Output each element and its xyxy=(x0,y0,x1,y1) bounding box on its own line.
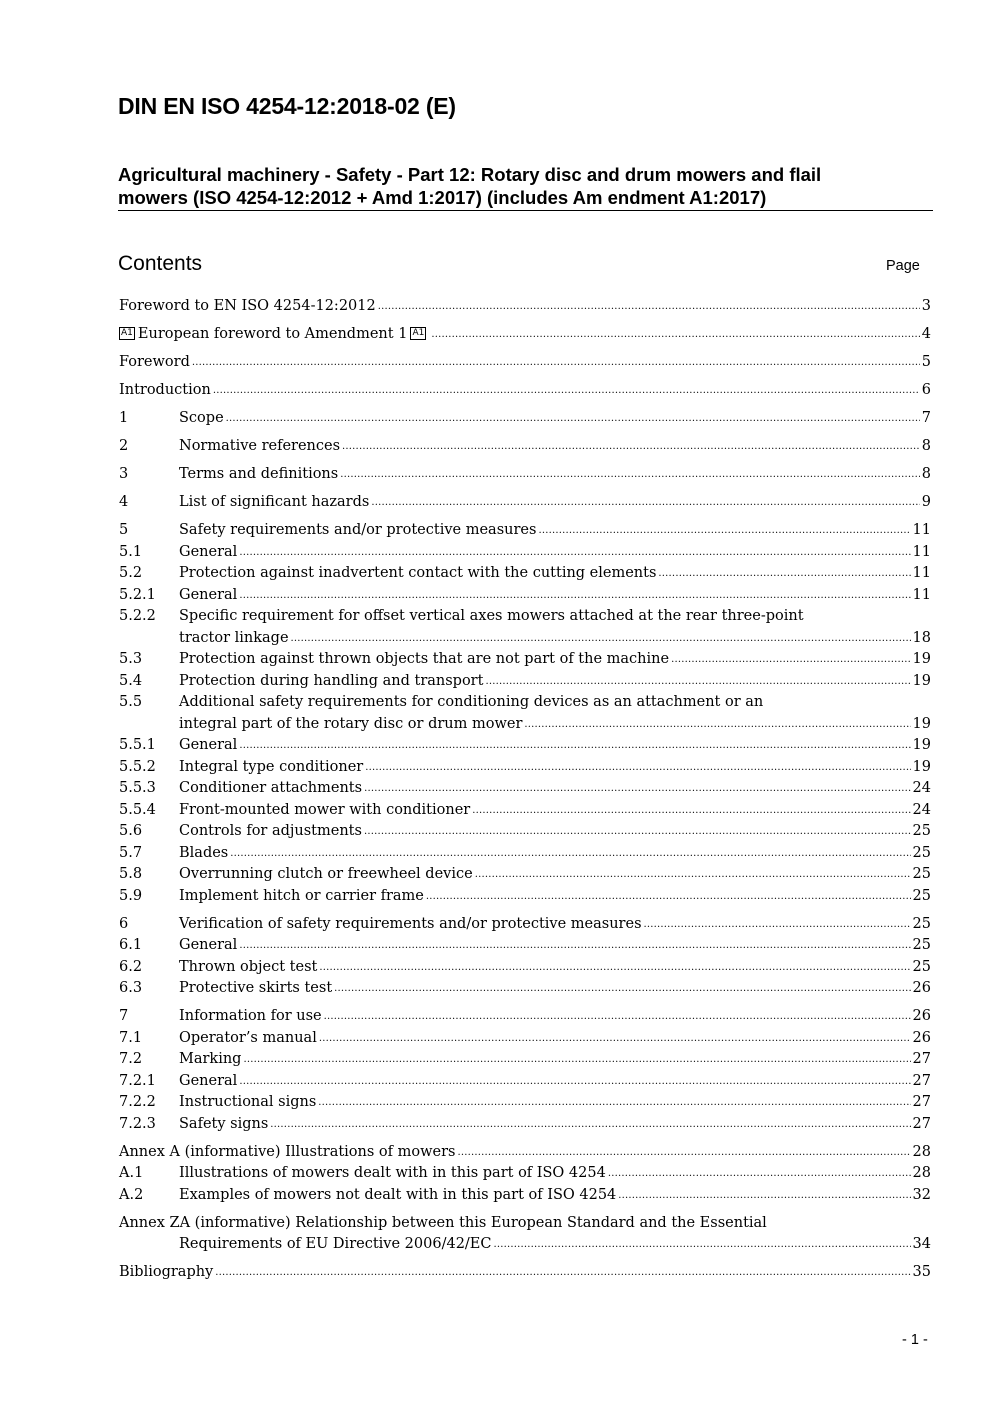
toc-entry-title xyxy=(179,864,473,886)
toc-entry-title-text: General xyxy=(179,1072,238,1089)
toc-entry-title xyxy=(119,352,190,374)
toc-entry-title-text: Normative references xyxy=(179,438,341,454)
dot-leader xyxy=(472,800,910,822)
toc-entry-page: 25 xyxy=(912,937,931,953)
toc-entry-page: 19 xyxy=(912,672,931,689)
toc-entry-title-text: Overrunning clutch or freewheel device xyxy=(179,866,473,882)
toc-entry-title xyxy=(179,606,804,628)
toc-entry[interactable] xyxy=(119,778,931,800)
toc-entry-page: 34 xyxy=(912,1236,931,1252)
page-column-label: Page xyxy=(886,258,920,274)
dot-leader xyxy=(270,1114,910,1136)
dot-leader xyxy=(457,1142,910,1164)
toc-entry-page: 25 xyxy=(912,958,931,975)
toc-entry-title-text: Protection during handling and transport xyxy=(179,672,484,689)
dot-leader xyxy=(671,649,910,671)
toc-entry[interactable] xyxy=(119,800,931,822)
toc-entry-page: 4 xyxy=(921,326,931,342)
toc-entry-title-text: List of significant hazards xyxy=(179,494,370,510)
toc-entry-number: 5.1 xyxy=(119,543,143,560)
toc-entry[interactable] xyxy=(119,1163,931,1185)
toc-entry-number: 5.6 xyxy=(119,823,143,839)
toc-entry-number: 6.1 xyxy=(119,937,143,953)
toc-entry-page: 3 xyxy=(921,298,931,314)
toc-entry[interactable] xyxy=(119,735,931,757)
toc-entry[interactable] xyxy=(119,1049,931,1071)
toc-entry-number: 5.8 xyxy=(119,866,143,882)
toc-entry-number: 7.2.1 xyxy=(119,1072,156,1089)
toc-entry-title xyxy=(179,649,669,671)
toc-entry-page: 9 xyxy=(921,494,931,510)
toc-entry-title-text: Foreword xyxy=(119,354,190,370)
dot-leader xyxy=(371,492,919,514)
toc-entry-title-text: Marking xyxy=(179,1051,242,1067)
toc-entry-title-text: Annex ZA (informative) Relationship between this European Standard and the Essential xyxy=(119,1214,767,1231)
toc-entry-page: 25 xyxy=(912,823,931,839)
dot-leader xyxy=(431,324,919,346)
toc-entry[interactable] xyxy=(119,606,931,628)
toc-entry[interactable] xyxy=(119,864,931,886)
toc-entry-number: 6.3 xyxy=(119,980,143,996)
dot-leader xyxy=(239,935,910,957)
toc-entry[interactable] xyxy=(119,492,931,514)
toc-entry-page: 7 xyxy=(921,410,931,426)
dot-leader xyxy=(318,1092,910,1114)
toc-entry-title-text: Annex A (informative) Illustrations of mowers xyxy=(119,1143,456,1160)
toc-entry-title xyxy=(179,1185,616,1207)
toc-entry-title xyxy=(119,296,376,318)
subtitle-line-1: Agricultural machinery - Safety - Part 12: Rotary disc and drum mowers and flail xyxy=(118,164,822,185)
toc-entry[interactable] xyxy=(119,978,931,1000)
toc-entry-title-text: Safety requirements and/or protective measures xyxy=(179,522,537,538)
toc-entry[interactable] xyxy=(119,324,931,346)
toc-entry[interactable] xyxy=(119,380,931,402)
toc-entry-title-text: Front-mounted mower with conditioner xyxy=(179,801,471,818)
toc-entry-number: 3 xyxy=(119,466,129,482)
toc-entry-page: 26 xyxy=(912,1029,931,1046)
toc-entry[interactable] xyxy=(119,585,931,607)
toc-entry-number: 5.4 xyxy=(119,672,143,689)
dot-leader xyxy=(291,628,911,650)
toc-entry[interactable] xyxy=(119,1142,931,1164)
toc-entry-title-text: Protection against inadvertent contact with the cutting elements xyxy=(179,565,657,581)
toc-entry-number: 5.7 xyxy=(119,844,143,861)
toc-entry-title xyxy=(179,464,338,486)
dot-leader xyxy=(230,843,910,865)
toc-entry-page: 5 xyxy=(921,354,931,370)
toc-entry-title-text: Instructional signs xyxy=(179,1094,317,1110)
toc-entry-page: 28 xyxy=(912,1165,931,1181)
toc-entry-title-text: Controls for adjustments xyxy=(179,823,362,839)
dot-leader xyxy=(324,1006,911,1028)
toc-entry-title xyxy=(179,542,237,564)
toc-entry-title xyxy=(179,978,332,1000)
dot-leader xyxy=(319,957,910,979)
toc-entry[interactable] xyxy=(119,1071,931,1093)
toc-entry-title-text: Examples of mowers not dealt with in this part of ISO 4254 xyxy=(179,1186,617,1203)
toc-entry-continuation[interactable] xyxy=(119,1234,931,1256)
toc-entry-page: 11 xyxy=(912,586,931,603)
toc-entry-title xyxy=(179,1006,322,1028)
toc-entry-title xyxy=(179,735,237,757)
toc-entry-title-continuation: Requirements of EU Directive 2006/42/EC xyxy=(179,1236,492,1252)
table-of-contents xyxy=(119,296,931,1284)
toc-entry-number: 5.5 xyxy=(119,694,143,710)
dot-leader xyxy=(340,464,920,486)
toc-entry-page: 19 xyxy=(912,758,931,775)
toc-entry-title xyxy=(179,492,369,514)
toc-entry-title xyxy=(179,1049,241,1071)
dot-leader xyxy=(239,1071,910,1093)
toc-entry[interactable] xyxy=(119,757,931,779)
toc-entry[interactable] xyxy=(119,296,931,318)
dot-leader xyxy=(644,914,911,936)
toc-entry-number: 4 xyxy=(119,494,129,510)
dot-leader xyxy=(364,778,910,800)
toc-entry-number: 6.2 xyxy=(119,958,143,975)
toc-entry[interactable] xyxy=(119,692,931,714)
toc-entry-number: 7.2.3 xyxy=(119,1115,156,1132)
toc-entry[interactable] xyxy=(119,352,931,374)
toc-entry-page: 25 xyxy=(912,915,931,932)
document-subtitle xyxy=(118,163,933,211)
toc-entry-page: 6 xyxy=(921,382,931,398)
amendment-end-marker-icon: A1 xyxy=(412,327,425,338)
toc-entry-title-text: Verification of safety requirements and/or protective measures xyxy=(179,915,642,932)
toc-entry-page: 24 xyxy=(912,801,931,818)
toc-entry-title-text: European foreword to Amendment 1 xyxy=(137,326,408,342)
toc-entry[interactable] xyxy=(119,408,931,430)
toc-entry-number: 6 xyxy=(119,915,129,932)
dot-leader xyxy=(485,671,910,693)
dot-leader xyxy=(243,1049,910,1071)
toc-entry-page: 25 xyxy=(912,866,931,882)
toc-entry-number: 5 xyxy=(119,522,129,538)
document-id: DIN EN ISO 4254-12:2018-02 (E) xyxy=(118,93,456,119)
toc-entry-title xyxy=(179,821,362,843)
toc-entry-title-continuation: tractor linkage xyxy=(179,629,289,646)
toc-entry-title-text: Bibliography xyxy=(119,1264,214,1280)
toc-entry-title-text: Safety signs xyxy=(179,1115,269,1132)
toc-entry-page: 26 xyxy=(912,980,931,996)
toc-entry-title xyxy=(179,1092,316,1114)
toc-entry-title-text: General xyxy=(179,937,238,953)
toc-entry-page: 11 xyxy=(912,565,931,581)
toc-entry-title xyxy=(179,843,228,865)
toc-entry-number: A.1 xyxy=(119,1165,144,1181)
toc-entry-page: 19 xyxy=(912,737,931,753)
toc-entry-title xyxy=(179,1028,317,1050)
toc-entry[interactable] xyxy=(119,957,931,979)
toc-entry[interactable] xyxy=(119,1028,931,1050)
toc-entry-page: 27 xyxy=(912,1094,931,1110)
toc-entry-title xyxy=(179,757,363,779)
toc-entry-title xyxy=(179,957,317,979)
toc-entry-page: 26 xyxy=(912,1008,931,1024)
toc-entry-title xyxy=(179,563,656,585)
toc-entry-title-text: Protection against thrown objects that are not part of the machine xyxy=(179,651,670,667)
toc-entry-page: 8 xyxy=(921,438,931,454)
dot-leader xyxy=(493,1234,910,1256)
dot-leader xyxy=(426,886,911,908)
toc-entry[interactable] xyxy=(119,563,931,585)
toc-entry-title-text: General xyxy=(179,543,238,560)
toc-entry-title xyxy=(119,1213,767,1235)
toc-entry-number: 5.5.2 xyxy=(119,758,156,775)
amendment-start-marker-icon: A1 xyxy=(121,327,133,338)
dot-leader xyxy=(658,563,910,585)
subtitle-line-2: mowers (ISO 4254-12:2012 + Amd 1:2017) (includes Am endment A1:2017) xyxy=(118,187,767,208)
toc-entry[interactable] xyxy=(119,914,931,936)
toc-entry-title-text: Information for use xyxy=(179,1008,322,1024)
toc-entry-page: 28 xyxy=(912,1143,931,1160)
toc-entry-title-text: Protective skirts test xyxy=(179,980,333,996)
toc-entry-page: 25 xyxy=(912,844,931,861)
toc-entry-page: 27 xyxy=(912,1115,931,1132)
toc-entry-title-text: Additional safety requirements for conditioning devices as an attachment or an xyxy=(179,694,764,710)
toc-entry-number: 7 xyxy=(119,1008,129,1024)
toc-entry-title xyxy=(179,671,483,693)
toc-entry-page: 32 xyxy=(912,1186,931,1203)
dot-leader xyxy=(365,757,910,779)
toc-entry[interactable] xyxy=(119,935,931,957)
page-number: - 1 - xyxy=(902,1332,928,1348)
toc-entry-page: 8 xyxy=(921,466,931,482)
toc-entry-number: 5.5.4 xyxy=(119,801,156,818)
dot-leader xyxy=(239,585,910,607)
toc-entry-title xyxy=(179,800,470,822)
dot-leader xyxy=(215,1262,910,1284)
toc-entry[interactable] xyxy=(119,843,931,865)
toc-entry-title xyxy=(179,408,224,430)
toc-entry-page: 27 xyxy=(912,1072,931,1089)
toc-entry-number: 5.5.3 xyxy=(119,780,156,796)
toc-entry-title-text: Terms and definitions xyxy=(179,466,339,482)
toc-entry-number: 1 xyxy=(119,410,129,426)
dot-leader xyxy=(608,1163,911,1185)
dot-leader xyxy=(239,542,910,564)
toc-entry-page: 18 xyxy=(912,629,931,646)
contents-heading: Contents xyxy=(118,252,203,275)
dot-leader xyxy=(226,408,920,430)
toc-entry[interactable] xyxy=(119,1262,931,1284)
toc-entry-number: 5.2 xyxy=(119,565,143,581)
toc-entry-title-text: Integral type conditioner xyxy=(179,758,364,775)
toc-entry-title-text: Implement hitch or carrier frame xyxy=(179,887,424,904)
toc-entry-title xyxy=(179,935,237,957)
toc-entry[interactable] xyxy=(119,1185,931,1207)
dot-leader xyxy=(475,864,911,886)
dot-leader xyxy=(334,978,910,1000)
toc-entry-title xyxy=(179,914,642,936)
toc-entry-title xyxy=(179,1114,268,1136)
toc-entry[interactable] xyxy=(119,1114,931,1136)
toc-entry-title-text: Blades xyxy=(179,844,229,861)
toc-entry-title xyxy=(179,1071,237,1093)
dot-leader xyxy=(342,436,920,458)
toc-entry[interactable] xyxy=(119,1213,931,1235)
toc-entry-title xyxy=(119,324,429,346)
toc-entry-title-text: General xyxy=(179,586,238,603)
toc-entry[interactable] xyxy=(119,649,931,671)
toc-entry[interactable] xyxy=(119,464,931,486)
dot-leader xyxy=(319,1028,911,1050)
toc-entry-number: 5.5.1 xyxy=(119,737,156,753)
toc-entry-title-text: Introduction xyxy=(119,382,211,398)
toc-entry-title-text: General xyxy=(179,737,238,753)
toc-entry-title-text: Thrown object test xyxy=(179,958,318,975)
toc-entry-title-text: Foreword to EN ISO 4254-12:2012 xyxy=(119,298,376,314)
dot-leader xyxy=(213,380,920,402)
toc-entry-title xyxy=(179,692,763,714)
toc-entry-page: 27 xyxy=(912,1051,931,1067)
toc-entry-number: 7.2 xyxy=(119,1051,143,1067)
toc-entry-number: 5.9 xyxy=(119,887,143,904)
toc-entry-title xyxy=(179,1163,606,1185)
toc-entry[interactable] xyxy=(119,886,931,908)
toc-entry-title xyxy=(179,585,237,607)
toc-entry-title xyxy=(179,436,340,458)
toc-entry-page: 11 xyxy=(912,543,931,560)
toc-entry[interactable] xyxy=(119,542,931,564)
toc-entry-number: 5.2.1 xyxy=(119,586,156,603)
dot-leader xyxy=(618,1185,910,1207)
toc-entry-title-text: Operator’s manual xyxy=(179,1029,317,1046)
toc-entry-number: 5.2.2 xyxy=(119,608,156,624)
toc-entry-number: 2 xyxy=(119,438,129,454)
toc-entry-page: 35 xyxy=(912,1264,931,1280)
toc-entry-title-text: Specific requirement for offset vertical axes mowers attached at the rear three-point xyxy=(179,608,804,624)
toc-entry-title xyxy=(119,380,211,402)
toc-entry-title-text: Illustrations of mowers dealt with in this part of ISO 4254 xyxy=(179,1165,606,1181)
toc-entry-title xyxy=(179,520,536,542)
toc-entry-title-text: Scope xyxy=(179,410,224,426)
dot-leader xyxy=(239,735,910,757)
toc-entry-page: 19 xyxy=(912,715,931,732)
toc-entry[interactable] xyxy=(119,436,931,458)
dot-leader xyxy=(524,714,910,736)
toc-entry-continuation[interactable] xyxy=(119,628,931,650)
toc-entry-continuation[interactable] xyxy=(119,714,931,736)
dot-leader xyxy=(364,821,911,843)
toc-entry-title-text: Conditioner attachments xyxy=(179,780,363,796)
toc-entry-title xyxy=(119,1142,455,1164)
dot-leader xyxy=(192,352,920,374)
toc-entry[interactable] xyxy=(119,520,931,542)
toc-entry-title xyxy=(179,886,424,908)
toc-entry[interactable] xyxy=(119,1092,931,1114)
toc-entry-page: 24 xyxy=(912,780,931,796)
toc-entry-number: 5.3 xyxy=(119,651,143,667)
toc-entry[interactable] xyxy=(119,671,931,693)
dot-leader xyxy=(378,296,920,318)
toc-entry-page: 25 xyxy=(912,887,931,904)
toc-entry-number: A.2 xyxy=(119,1186,144,1203)
toc-entry-title xyxy=(179,778,362,800)
toc-entry-title-continuation: integral part of the rotary disc or drum mower xyxy=(179,715,523,732)
toc-entry-page: 11 xyxy=(912,522,931,538)
toc-entry-number: 7.1 xyxy=(119,1029,143,1046)
dot-leader xyxy=(538,520,910,542)
toc-entry-number: 7.2.2 xyxy=(119,1094,156,1110)
toc-entry-title xyxy=(119,1262,213,1284)
toc-entry-page: 19 xyxy=(912,651,931,667)
toc-entry[interactable] xyxy=(119,1006,931,1028)
toc-entry[interactable] xyxy=(119,821,931,843)
